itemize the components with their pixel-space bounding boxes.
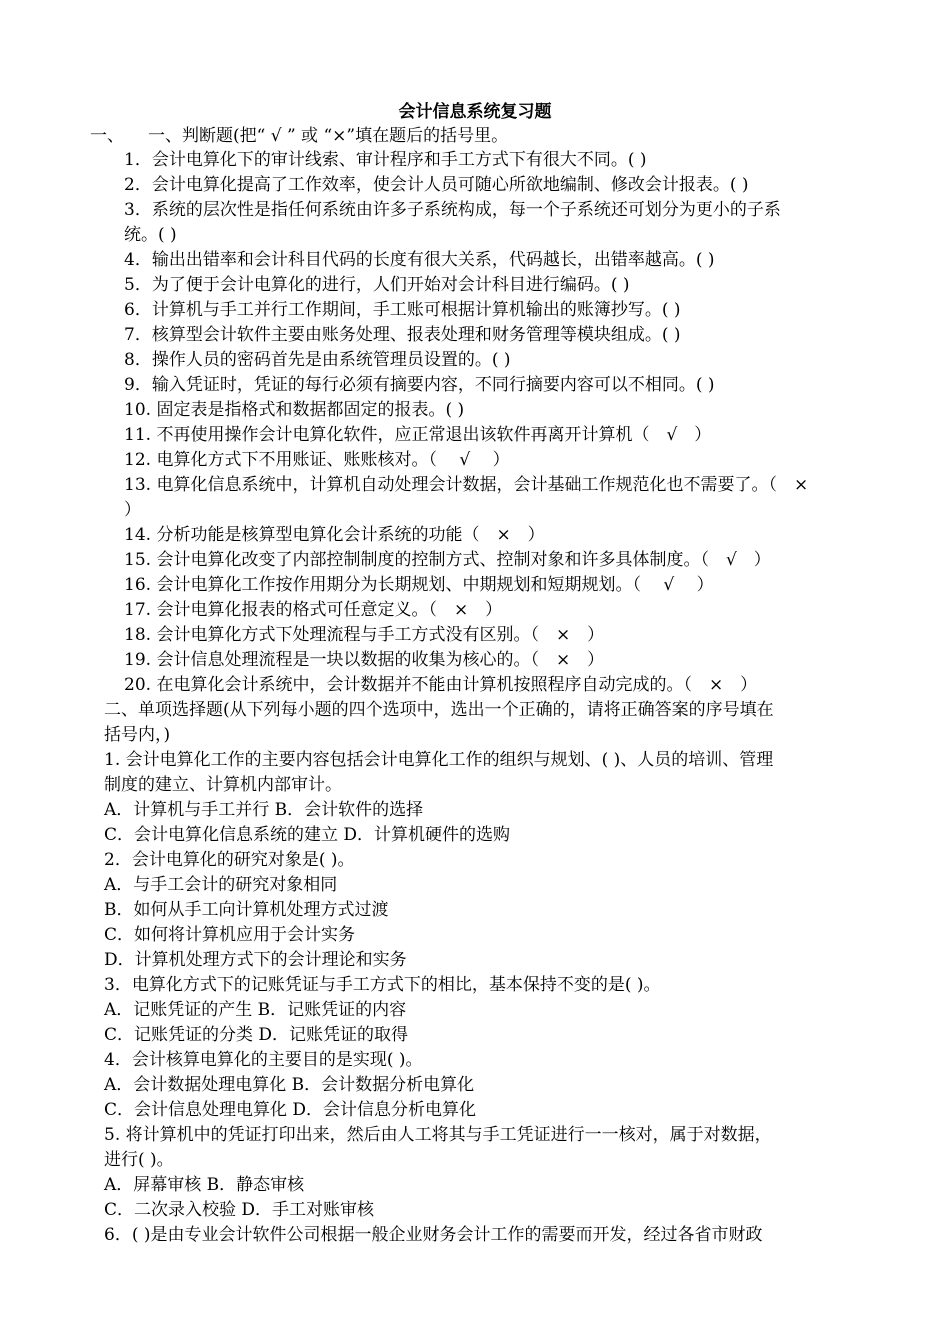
text-line: 5．为了便于会计电算化的进行，人们开始对会计科目进行编码。( ) [124, 275, 630, 295]
text-line: 1. 会计电算化工作的主要内容包括会计电算化工作的组织与规划、( )、人员的培训、管理 [104, 750, 774, 770]
text-line: 5. 将计算机中的凭证打印出来，然后由人工将其与手工凭证进行一一核对，属于对数据， [104, 1125, 772, 1145]
text-line: 20. 在电算化会计系统中，会计数据并不能由计算机按照程序自动完成的。（ × ） [124, 675, 758, 695]
text-line: D．计算机处理方式下的会计理论和实务 [104, 950, 407, 970]
text-line: C．会计信息处理电算化 D．会计信息分析电算化 [104, 1100, 477, 1120]
text-line: 制度的建立、计算机内部审计。 [104, 775, 342, 795]
text-line: 17. 会计电算化报表的格式可任意定义。（ × ） [124, 600, 503, 620]
text-line: 13. 电算化信息系统中，计算机自动处理会计数据，会计基础工作规范化也不需要了。（ × [124, 475, 809, 495]
text-line: ） [124, 500, 141, 520]
text-line: 16. 会计电算化工作按作用期分为长期规划、中期规划和短期规划。（ √ ） [124, 575, 714, 595]
text-line: 7．核算型会计软件主要由账务处理、报表处理和财务管理等模块组成。( ) [124, 325, 681, 345]
text-line: 15. 会计电算化改变了内部控制制度的控制方式、控制对象和许多具体制度。（ √ ） [124, 550, 771, 570]
section-heading-single-choice: 二、单项选择题(从下列每小题的四个选项中，选出一个正确的，请将正确答案的序号填在 [104, 700, 774, 720]
text-line: 3．系统的层次性是指任何系统由许多子系统构成，每一个子系统还可划分为更小的子系 [124, 200, 781, 220]
text-line: 1．会计电算化下的审计线索、审计程序和手工方式下有很大不同。( ) [124, 150, 647, 170]
text-line: A．会计数据处理电算化 B．会计数据分析电算化 [104, 1075, 475, 1095]
text-line: 6．( )是由专业会计软件公司根据一般企业财务会计工作的需要而开发，经过各省市财政 [104, 1225, 763, 1245]
text-line: 进行( )。 [104, 1150, 174, 1170]
text-line: C．记账凭证的分类 D．记账凭证的取得 [104, 1025, 409, 1045]
text-line: 统。( ) [124, 225, 177, 245]
text-line: C．二次录入校验 D．手工对账审核 [104, 1200, 375, 1220]
section-number: 一、 [90, 126, 124, 146]
text-line: 4．输出出错率和会计科目代码的长度有很大关系，代码越长，出错率越高。( ) [124, 250, 715, 270]
text-line: C．如何将计算机应用于会计实务 [104, 925, 356, 945]
text-line: B．如何从手工向计算机处理方式过渡 [104, 900, 389, 920]
document-title: 会计信息系统复习题 [398, 102, 552, 122]
text-line: A．屏幕审核 B．静态审核 [104, 1175, 305, 1195]
text-line: 12. 电算化方式下不用账证、账账核对。（ √ ） [124, 450, 510, 470]
text-line: A．计算机与手工并行 B．会计软件的选择 [104, 800, 424, 820]
text-line: A．记账凭证的产生 B．记账凭证的内容 [104, 1000, 407, 1020]
text-line: 9．输入凭证时，凭证的每行必须有摘要内容，不同行摘要内容可以不相同。( ) [124, 375, 715, 395]
text-line: A．与手工会计的研究对象相同 [104, 875, 338, 895]
text-line: 6．计算机与手工并行工作期间，手工账可根据计算机输出的账簿抄写。( ) [124, 300, 681, 320]
text-line: 14. 分析功能是核算型电算化会计系统的功能（ × ） [124, 525, 545, 545]
text-line: 3．电算化方式下的记账凭证与手工方式下的相比，基本保持不变的是( )。 [104, 975, 661, 995]
text-line: 10. 固定表是指格式和数据都固定的报表。( ) [124, 400, 465, 420]
text-line: 18. 会计电算化方式下处理流程与手工方式没有区别。（ × ） [124, 625, 605, 645]
text-line: 19. 会计信息处理流程是一块以数据的收集为核心的。（ × ） [124, 650, 605, 670]
text-line: C．会计电算化信息系统的建立 D．计算机硬件的选购 [104, 825, 511, 845]
text-line: 11. 不再使用操作会计电算化软件，应正常退出该软件再离开计算机（ √ ） [124, 425, 712, 445]
text-line: 括号内，) [104, 725, 171, 745]
text-line: 4．会计核算电算化的主要目的是实现( )。 [104, 1050, 423, 1070]
text-line: 2．会计电算化的研究对象是( )。 [104, 850, 355, 870]
section-heading-judgment [90, 124, 508, 148]
document-body [104, 148, 869, 1248]
text-line: 2．会计电算化提高了工作效率，使会计人员可随心所欲地编制、修改会计报表。( ) [124, 175, 749, 195]
text-line: 8．操作人员的密码首先是由系统管理员设置的。( ) [124, 350, 511, 370]
section-heading-text: 一、判断题(把“ √ ” 或 “×”填在题后的括号里。 [148, 126, 509, 146]
